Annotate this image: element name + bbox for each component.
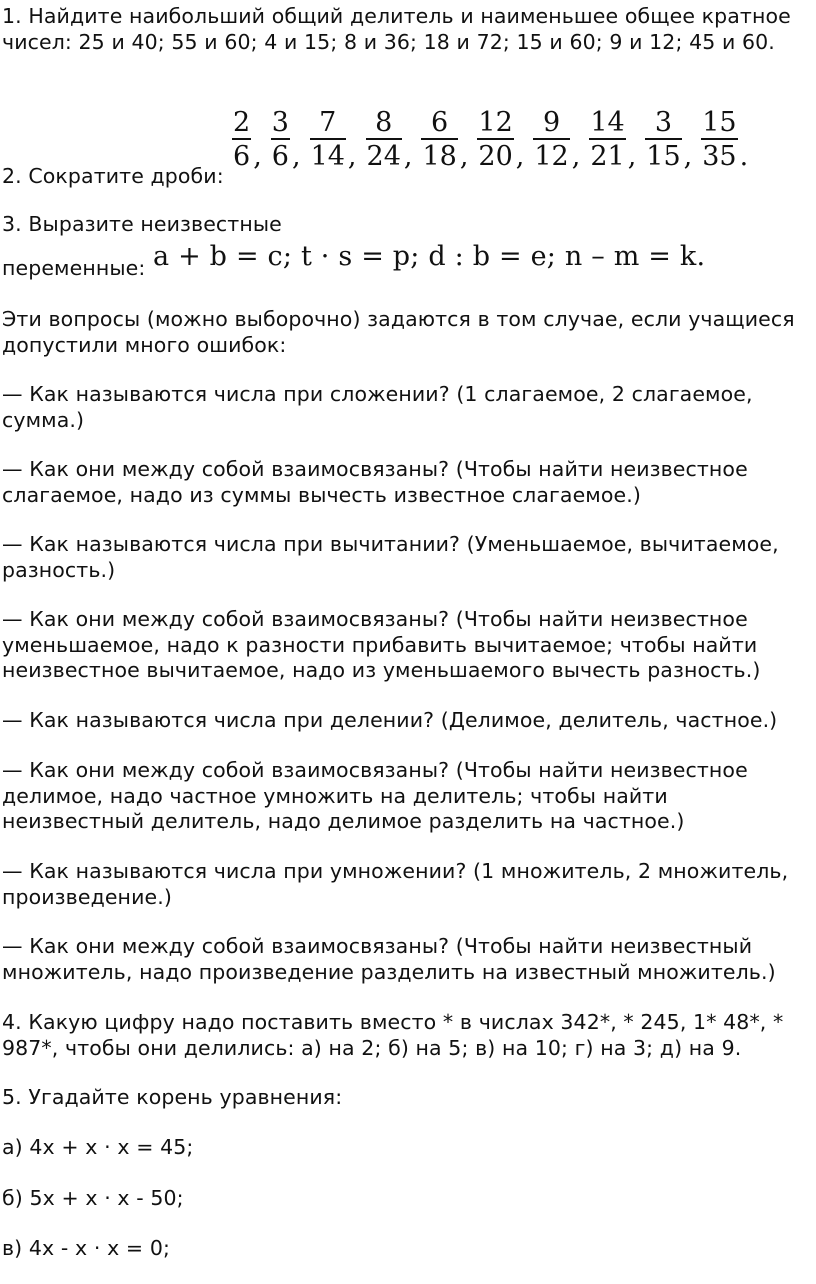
fraction: $\frac{2}{6}$ , xyxy=(233,107,262,172)
fraction: $\frac{12}{20}$ , xyxy=(478,107,525,172)
qa-item: — Как они между собой взаимосвязаны? (Чтобы найти неизвестное уменьшаемое, надо к разности прибавить вычитаемое; чтобы найти неизвестное вычитаемое, надо из уменьшаемого вычесть разность.) xyxy=(2,607,761,682)
task-5-item-a: а) 4х + х · х = 45; xyxy=(2,1135,194,1159)
task-5-item-c: в) 4х - х · х = 0; xyxy=(2,1236,170,1260)
fraction: $\frac{14}{21}$ , xyxy=(590,107,637,172)
fractions-row xyxy=(232,108,757,171)
fraction: $\frac{3}{15}$ , xyxy=(646,107,693,172)
qa-item: — Как они между собой взаимосвязаны? (Чтобы найти неизвестный множитель, надо произведение разделить на известный множитель.) xyxy=(2,934,776,984)
fraction: $\frac{3}{6}$ , xyxy=(271,107,301,172)
qa-item: — Как они между собой взаимосвязаны? (Чтобы найти неизвестное слагаемое, надо из суммы вычесть известное слагаемое.) xyxy=(2,457,748,507)
fraction: $\frac{7}{14}$ , xyxy=(310,107,357,172)
fraction: $\frac{9}{12}$ , xyxy=(534,107,581,172)
fraction: $\frac{6}{18}$ , xyxy=(422,107,469,172)
qa-item: — Как называются числа при делении? (Делимое, делитель, частное.) xyxy=(2,708,778,732)
task-3-formula: a + b = c; t · s = p; d : b = e; n – m = k. xyxy=(153,241,706,272)
fraction: $\frac{8}{24}$ , xyxy=(366,107,413,172)
fraction: $\frac{15}{35}$ . xyxy=(702,107,749,172)
task-5-label: 5. Угадайте корень уравнения: xyxy=(2,1085,343,1109)
qa-item: — Как называются числа при вычитании? (Уменьшаемое, вычитаемое, разность.) xyxy=(2,532,779,582)
task-1-text: 1. Найдите наибольший общий делитель и наименьшее общее кратное чисел: 25 и 40; 55 и 60; 4 и 15; 8 и 36; 18 и 72; 15 и 60; 9 и 12; 45 и 60. xyxy=(2,4,791,54)
task-4-text: 4. Какую цифру надо поставить вместо * в числах 342*, * 245, 1* 48*, * 987*, чтобы они делились: а) на 2; б) на 5; в) на 10; г) на 3; д) на 9. xyxy=(2,1010,784,1060)
qa-item: — Как они между собой взаимосвязаны? (Чтобы найти неизвестное делимое, надо частное умножить на делитель; чтобы найти неизвестный делитель, надо делимое разделить на частное.) xyxy=(2,758,748,833)
qa-item: — Как называются числа при умножении? (1 множитель, 2 множитель, произведение.) xyxy=(2,859,789,909)
task-3-label-line1: 3. Выразите неизвестные xyxy=(2,212,282,236)
task-3-label-line2: переменные: xyxy=(2,256,146,280)
intro-text: Эти вопросы (можно выборочно) задаются в том случае, если учащиеся допустили много ошибок: xyxy=(2,307,795,357)
qa-item: — Как называются числа при сложении? (1 слагаемое, 2 слагаемое, сумма.) xyxy=(2,382,753,432)
task-5-item-b: б) 5х + х · х - 50; xyxy=(2,1186,184,1210)
task-2-label: 2. Сократите дроби: xyxy=(2,164,224,188)
